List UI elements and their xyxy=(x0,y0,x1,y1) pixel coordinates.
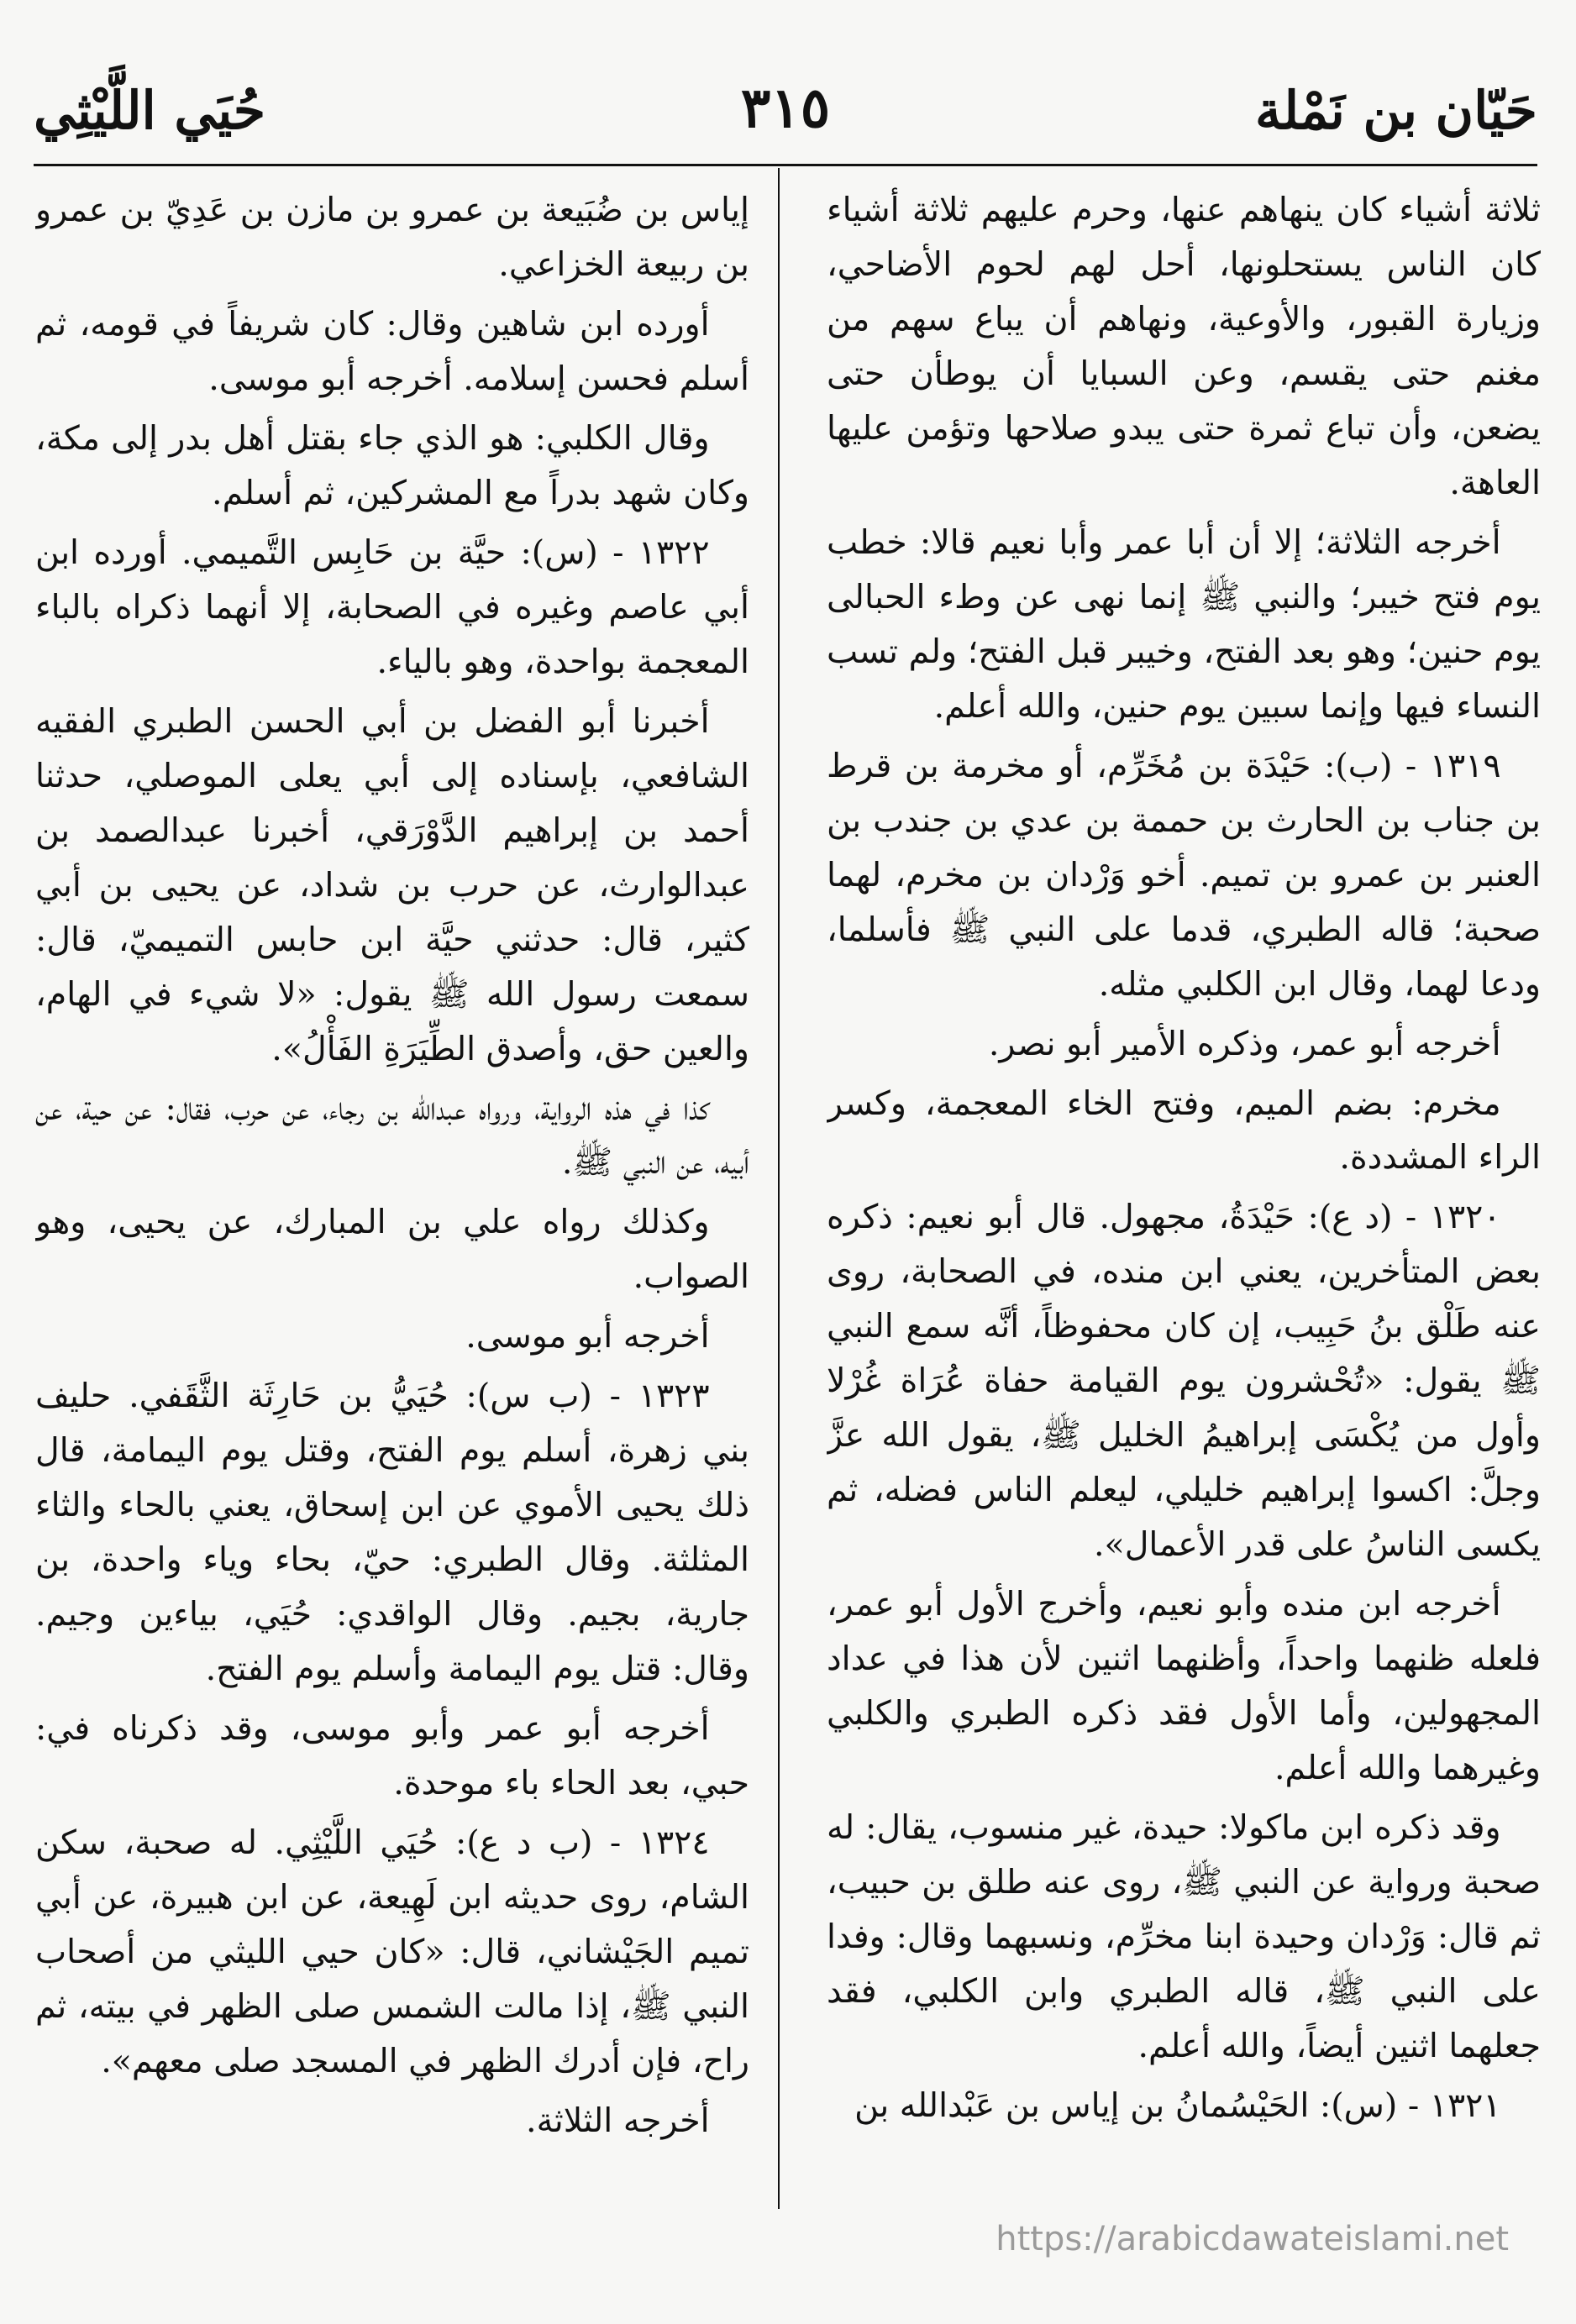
paragraph: كذا في هذه الرواية، ورواه عبدالله بن رجاء، عن حرب، فقال: عن حية، عن أبيه، عن النبي ﷺ. xyxy=(35,1089,749,1183)
entry-1320: ١٣٢٠ - (د ع): حَيْدَةُ، مجهول. قال أبو نعيم: ذكره بعض المتأخرين، يعني ابن منده، في الصحابة، روى عنه طَلْق بنُ حَبِيب، إن كان محفوظاً، أنَّه سمع النبي ﷺ يقول: «تُحْشرون يوم القيامة حفاة عُرَاة غُرْلا وأول من يُكْسَى إبراهيمُ الخليل ﷺ، يقول الله عزَّ وجلَّ: اكسوا إبراهيم خليلي، ليعلم الناس فضله، ثم يكسى الناسُ على قدر الأعمال». xyxy=(827,1198,1541,1565)
entry-1322: ١٣٢٢ - (س): حيَّة بن حَابِس التَّميمي. أورده ابن أبي عاصم وغيره في الصحابة، إلا أنهما ذكراه بالباء المعجمة بواحدة، وهو بالياء. xyxy=(35,532,749,681)
paragraph: أخرجه أبو عمر وأبو موسى، وقد ذكرناه في: حبي، بعد الحاء باء موحدة. xyxy=(35,1709,749,1803)
page-header xyxy=(34,75,1537,155)
paragraph: وقال الكلبي: هو الذي جاء بقتل أهل بدر إلى مكة، وكان شهد بدراً مع المشركين، ثم أسلم. xyxy=(35,418,749,512)
running-title-left: حُيَي اللَّيْثِي xyxy=(34,80,266,141)
entry-1323: ١٣٢٣ - (ب س): حُيَيُّ بن حَارِثَة الثَّقَفي. حليف بني زهرة، أسلم يوم الفتح، وقتل يوم اليمامة، قال ذلك يحيى الأموي عن ابن إسحاق، يعني بالحاء والثاء المثلثة. وقال الطبري: حيّ، بحاء وياء واحدة، بن جارية، بجيم. وقال الواقدي: حُيَي، بياءين وجيم. وقال: قتل يوم اليمامة وأسلم يوم الفتح. xyxy=(35,1377,749,1689)
paragraph: أورده ابن شاهين وقال: كان شريفاً في قومه، ثم أسلم فحسن إسلامه. أخرجه أبو موسى. xyxy=(35,304,749,398)
paragraph: وكذلك رواه علي بن المبارك، عن يحيى، وهو الصواب. xyxy=(35,1203,749,1297)
column-divider xyxy=(778,168,780,2209)
paragraph: أخرجه الثلاثة. xyxy=(526,2101,710,2140)
left-column xyxy=(35,183,749,2216)
paragraph: إياس بن ضُبَيعة بن عمرو بن مازن بن عَدِيّ بن عمرو بن ربيعة الخزاعي. xyxy=(35,191,749,284)
header-rule xyxy=(34,164,1537,166)
right-column xyxy=(827,183,1541,2216)
watermark-url: https://arabicdawateislami.net xyxy=(996,2220,1509,2258)
paragraph: ثلاثة أشياء كان ينهاهم عنها، وحرم عليهم ثلاثة أشياء كان الناس يستحلونها، أحل لهم لحوم الأضاحي، وزيارة القبور، والأوعية، ونهاهم أن يباع سهم من مغنم حتى يقسم، وعن السبايا أن يوطأن حتى يضعن، وأن تباع ثمرة حتى يبدو صلاحها وتؤمن عليها العاهة. xyxy=(827,191,1541,502)
paragraph: أخرجه الثلاثة؛ إلا أن أبا عمر وأبا نعيم قالا: خطب يوم فتح خيبر؛ والنبي ﷺ إنما نهى عن وطء الحبالى يوم حنين؛ وهو بعد الفتح، وخيبر قبل الفتح؛ ولم تسب النساء فيها وإنما سبين يوم حنين، والله أعلم. xyxy=(827,522,1541,726)
entry-1319: ١٣١٩ - (ب): حَيْدَة بن مُخَرِّم، أو مخرمة بن قرط بن جناب بن الحارث بن حممة بن عدي بن جندب بن العنبر بن عمرو بن تميم. أخو وَرْدان بن مخرم، لهما صحبة؛ قاله الطبري، قدما على النبي ﷺ فأسلما، ودعا لهما، وقال ابن الكلبي مثله. xyxy=(827,746,1541,1004)
running-title-right: حَيّان بن نَمْلة xyxy=(1255,80,1537,141)
paragraph: أخرجه أبو موسى. xyxy=(465,1317,710,1356)
paragraph: أخبرنا أبو الفضل بن أبي الحسن الطبري الفقيه الشافعي، بإسناده إلى أبي يعلى الموصلي، حدثنا أحمد بن إبراهيم الدَّوْرَقي، أخبرنا عبدالصمد بن عبدالوارث، عن حرب بن شداد، عن يحيى بن أبي كثير، قال: حدثني حيَّة ابن حابس التميميّ، قال: سمعت رسول الله ﷺ يقول: «لا شيء في الهام، والعين حق، وأصدق الطِّيَرَةِ الفَأْلُ». xyxy=(35,701,749,1068)
paragraph: أخرجه أبو عمر، وذكره الأمير أبو نصر. xyxy=(988,1024,1501,1063)
entry-1321: ١٣٢١ - (س): الحَيْسُمانُ بن إياس بن عَبْدالله بن xyxy=(854,2085,1501,2125)
paragraph: وقد ذكره ابن ماكولا: حيدة، غير منسوب، يقال: له صحبة ورواية عن النبي ﷺ، روى عنه طلق بن حبيب، ثم قال: وَرْدان وحيدة ابنا مخرِّم، ونسبهما وقال: وفدا على النبي ﷺ، قاله الطبري وابن الكلبي، فقد جعلهما اثنين أيضاً، والله أعلم. xyxy=(827,1808,1541,2065)
paragraph: مخرم: بضم الميم، وفتح الخاء المعجمة، وكسر الراء المشددة. xyxy=(827,1083,1541,1178)
entry-1324: ١٣٢٤ - (ب د ع): حُيَي اللَّيْثِي. له صحبة، سكن الشام، روى حديثه ابن لَهِيعة، عن ابن هبيرة، عن أبي تميم الجَيْشاني، قال: «كان حيي الليثي من أصحاب النبي ﷺ، إذا مالت الشمس صلى الظهر في بيته، ثم راح، فإن أدرك الظهر في المسجد صلى معهم». xyxy=(35,1823,749,2080)
paragraph: أخرجه ابن منده وأبو نعيم، وأخرج الأول أبو عمر، فلعله ظنهما واحداً، وأظنهما اثنين لأن هذا في عداد المجهولين، وأما الأول فقد ذكره الطبري والكلبي وغيرهما والله أعلم. xyxy=(827,1585,1541,1788)
page-number: ٣١٥ xyxy=(740,75,831,140)
